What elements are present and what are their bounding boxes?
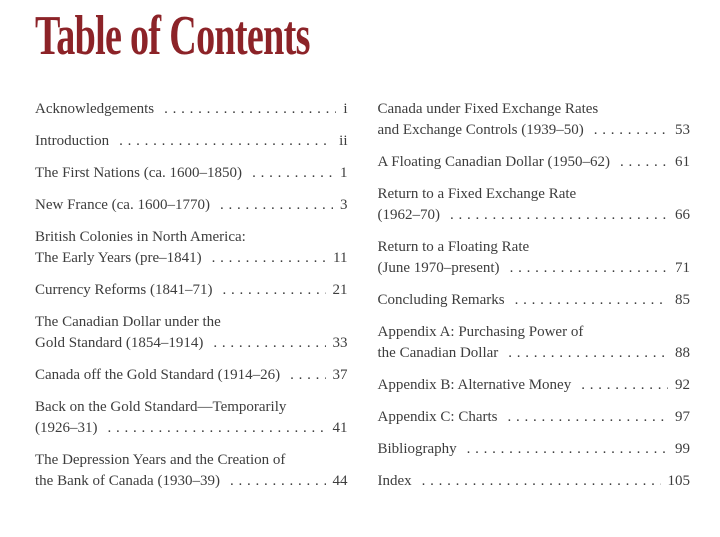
- toc-column-left: [35, 99, 348, 503]
- toc-entry-line: [35, 333, 348, 354]
- toc-page-number: 85: [675, 292, 690, 308]
- toc-page-number: 37: [332, 367, 348, 383]
- toc-entry: [378, 290, 691, 311]
- toc-entry-title: Appendix C: Charts: [377, 409, 498, 425]
- toc-page-number: 105: [667, 473, 690, 489]
- toc-entry-line: [378, 407, 691, 428]
- toc-entry: [378, 184, 691, 226]
- toc-page-number: 97: [675, 409, 690, 425]
- toc-entry-line: [378, 205, 691, 226]
- toc-entry: [378, 322, 691, 364]
- toc-entry-line: [35, 248, 348, 269]
- toc-entry-title: Gold Standard (1854–1914): [35, 335, 204, 351]
- toc-entry-title: Acknowledgements: [35, 101, 155, 117]
- toc-entry-line: [35, 312, 348, 333]
- toc-column-right: [378, 99, 691, 503]
- toc-entry-title: Canada under Fixed Exchange Rates: [377, 101, 599, 117]
- toc-columns: [35, 99, 690, 503]
- toc-entry: [378, 99, 691, 141]
- dotted-leader: [620, 152, 668, 173]
- toc-entry: [35, 365, 348, 386]
- toc-entry-line: [35, 99, 348, 120]
- toc-entry-title: Canada off the Gold Standard (1914–26): [35, 367, 281, 383]
- toc-entry-line: [35, 397, 348, 418]
- toc-page-number: 66: [675, 207, 690, 223]
- toc-entry-line: [35, 131, 348, 152]
- toc-entry-line: [378, 471, 691, 492]
- toc-entry: [35, 397, 348, 439]
- toc-entry-title: (1962–70): [377, 207, 440, 223]
- toc-entry-line: [378, 152, 691, 173]
- toc-entry-line: [378, 375, 691, 396]
- toc-entry-line: [378, 99, 691, 120]
- toc-page-number: 41: [332, 420, 348, 436]
- dotted-leader: [108, 418, 326, 439]
- dotted-leader: [230, 471, 326, 492]
- dotted-leader: [467, 439, 668, 460]
- toc-page-number: 53: [675, 122, 690, 138]
- toc-entry-title: Concluding Remarks: [377, 292, 505, 308]
- toc-entry-title: the Bank of Canada (1930–39): [35, 473, 220, 489]
- toc-page-number: 21: [332, 282, 348, 298]
- toc-entry: [378, 407, 691, 428]
- toc-entry-title: New France (ca. 1600–1770): [35, 197, 210, 213]
- dotted-leader: [450, 205, 668, 226]
- toc-entry-line: [35, 163, 348, 184]
- toc-entry-line: [35, 365, 348, 386]
- toc-page-number: 61: [675, 154, 690, 170]
- dotted-leader: [422, 471, 661, 492]
- toc-page-number: 99: [675, 441, 690, 457]
- dotted-leader: [213, 333, 325, 354]
- toc-entry: [35, 99, 348, 120]
- dotted-leader: [252, 163, 333, 184]
- dotted-leader: [164, 99, 336, 120]
- toc-page-number: 33: [332, 335, 348, 351]
- toc-entry-title: (June 1970–present): [377, 260, 500, 276]
- dotted-leader: [508, 343, 668, 364]
- toc-entry-line: [378, 237, 691, 258]
- toc-entry-title: The Early Years (pre–1841): [35, 250, 202, 266]
- toc-entry-title: Bibliography: [377, 441, 457, 457]
- toc-entry-title: the Canadian Dollar: [377, 345, 499, 361]
- toc-page-number: 92: [675, 377, 690, 393]
- toc-entry-title: Introduction: [35, 133, 110, 149]
- dotted-leader: [290, 365, 325, 386]
- toc-entry-line: [35, 471, 348, 492]
- toc-entry-title: Appendix A: Purchasing Power of: [377, 324, 584, 340]
- dotted-leader: [510, 258, 668, 279]
- toc-page-number: 3: [340, 197, 348, 213]
- toc-entry: [378, 237, 691, 279]
- page-title: Table of Contents: [35, 5, 310, 67]
- toc-page-number: 88: [675, 345, 690, 361]
- toc-entry: [35, 131, 348, 152]
- toc-entry-title: Index: [377, 473, 412, 489]
- dotted-leader: [119, 131, 332, 152]
- toc-entry-title: Return to a Floating Rate: [377, 239, 530, 255]
- toc-entry-title: and Exchange Controls (1939–50): [377, 122, 584, 138]
- dotted-leader: [515, 290, 668, 311]
- toc-entry-line: [378, 120, 691, 141]
- dotted-leader: [594, 120, 668, 141]
- toc-entry: [35, 312, 348, 354]
- toc-entry-line: [35, 418, 348, 439]
- dotted-leader: [581, 375, 668, 396]
- toc-entry-line: [378, 184, 691, 205]
- toc-entry: [378, 375, 691, 396]
- toc-entry-line: [378, 322, 691, 343]
- toc-entry: [35, 163, 348, 184]
- toc-page-number: 44: [332, 473, 348, 489]
- toc-entry-title: Back on the Gold Standard—Temporarily: [35, 399, 287, 415]
- toc-entry-title: Return to a Fixed Exchange Rate: [377, 186, 577, 202]
- toc-page-number: 11: [333, 250, 348, 266]
- toc-entry-line: [35, 450, 348, 471]
- toc-entry-line: [35, 280, 348, 301]
- toc-entry: [378, 471, 691, 492]
- toc-page-number: i: [343, 101, 348, 117]
- toc-entry-line: [378, 343, 691, 364]
- toc-entry-title: (1926–31): [35, 420, 98, 436]
- toc-entry: [35, 227, 348, 269]
- toc-entry-line: [35, 227, 348, 248]
- toc-page-number: 1: [340, 165, 348, 181]
- dotted-leader: [508, 407, 669, 428]
- toc-entry: [35, 195, 348, 216]
- toc-entry-title: The First Nations (ca. 1600–1850): [35, 165, 243, 181]
- toc-entry: [35, 280, 348, 301]
- toc-entry-title: The Depression Years and the Creation of: [35, 452, 286, 468]
- toc-page-number: ii: [339, 133, 348, 149]
- toc-entry-line: [378, 290, 691, 311]
- toc-entry-title: British Colonies in North America:: [35, 229, 246, 245]
- toc-page-number: 71: [675, 260, 690, 276]
- dotted-leader: [212, 248, 326, 269]
- toc-entry-line: [378, 439, 691, 460]
- toc-entry-line: [35, 195, 348, 216]
- dotted-leader: [222, 280, 325, 301]
- dotted-leader: [220, 195, 333, 216]
- toc-entry-title: Currency Reforms (1841–71): [35, 282, 213, 298]
- toc-entry-title: The Canadian Dollar under the: [35, 314, 221, 330]
- toc-entry-line: [378, 258, 691, 279]
- toc-entry-title: A Floating Canadian Dollar (1950–62): [377, 154, 610, 170]
- toc-entry-title: Appendix B: Alternative Money: [377, 377, 572, 393]
- toc-entry: [378, 439, 691, 460]
- toc-entry: [378, 152, 691, 173]
- toc-entry: [35, 450, 348, 492]
